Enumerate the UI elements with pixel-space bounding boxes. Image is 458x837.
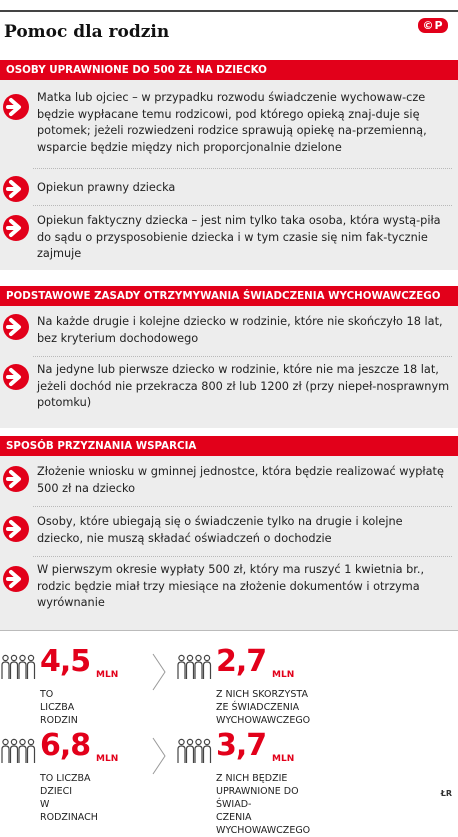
stat-value: 6,8 — [40, 728, 91, 763]
stat-value: 3,7 — [216, 728, 267, 763]
section-heading-method: SPOSÓB PRZYZNANIA WSPARCIA — [0, 436, 458, 456]
arrow-right-icon — [3, 566, 29, 592]
arrow-right-icon — [3, 516, 29, 542]
stat-value: 2,7 — [216, 644, 267, 679]
stat-caption: Z NICH SKORZYSTA ZE ŚWIADCZENIA WYCHOWAWCZEGO — [216, 689, 311, 726]
stat-caption: Z NICH BĘDZIE UPRAWNIONE DO ŚWIAD- CZENIA WYCHOWAWCZEGO — [216, 773, 311, 836]
divider — [33, 556, 452, 557]
divider — [33, 205, 452, 206]
list-item-text: Opiekun prawny dziecka — [37, 181, 176, 194]
stat-caption: TO LICZBA RODZIN — [40, 689, 78, 726]
page-title: Pomoc dla rodzin — [4, 22, 170, 42]
stats-divider — [0, 630, 458, 631]
stat-unit: MLN — [96, 754, 119, 764]
people-icon — [178, 738, 212, 764]
stat-unit: MLN — [96, 670, 119, 680]
stat-unit: MLN — [272, 670, 295, 680]
arrow-right-icon — [3, 215, 29, 241]
section-heading-eligible: OSOBY UPRAWNIONE DO 500 ZŁ NA DZIECKO — [0, 60, 458, 80]
list-item-text: Osoby, które ubiegają się o świadczenie tylko na drugie i kolejne dziecko, nie muszą składać oświadczeń o dochodzie — [37, 515, 403, 545]
arrow-right-icon — [3, 176, 29, 202]
publisher-logo: ©P — [418, 18, 448, 33]
section-heading-rules: PODSTAWOWE ZASADY OTRZYMYWANIA ŚWIADCZENIA WYCHOWAWCZEGO — [0, 286, 458, 306]
author-credit: ŁR — [440, 789, 452, 798]
stat-caption: TO LICZBA DZIECI W RODZINACH — [40, 773, 98, 823]
top-rule — [0, 10, 458, 12]
list-item-text: Matka lub ojciec – w przypadku rozwodu świadczenie wychowaw-cze będzie wypłacane temu rodzicowi, pod którego opieką znaj-duje się potomek; jeżeli rozwiedzeni rodzice sprawują opiekę na-przemienną, wsparcie będzie między nich proporcjonalnie dzielone — [37, 91, 427, 154]
chevron-right-icon — [150, 736, 168, 776]
stat-unit: MLN — [272, 754, 295, 764]
list-item-text: Na jedyne lub pierwsze dziecko w rodzinie, które nie ma jeszcze 18 lat, jeżeli dochód nie przekracza 800 zł lub 1200 zł (przy niepeł-nosprawnym potomku) — [37, 363, 450, 409]
divider — [33, 506, 452, 507]
section-method — [0, 456, 458, 630]
arrow-right-icon — [3, 314, 29, 340]
section-rules — [0, 306, 458, 428]
list-item-text: Na każde drugie i kolejne dziecko w rodzinie, które nie skończyło 18 lat, bez kryterium dochodowego — [37, 315, 443, 345]
people-icon — [178, 654, 212, 680]
list-item-text: Złożenie wniosku w gminnej jednostce, która będzie realizować wypłatę 500 zł na dziecko — [37, 465, 444, 495]
people-icon — [2, 738, 36, 764]
section-eligible — [0, 80, 458, 270]
people-icon — [2, 654, 36, 680]
chevron-right-icon — [150, 652, 168, 692]
divider — [33, 168, 452, 169]
divider — [33, 356, 452, 357]
list-item-text: W pierwszym okresie wypłaty 500 zł, który ma ruszyć 1 kwietnia br., rodzic będzie miał trzy miesiące na złożenie dokumentów i otrzyma wyrównanie — [37, 563, 425, 609]
arrow-right-icon — [3, 466, 29, 492]
list-item-text: Opiekun faktyczny dziecka – jest nim tylko taka osoba, która wystą-piła do sądu o przysposobienie dziecka i w tym czasie się nim fak-tycznie zajmuje — [37, 214, 441, 260]
arrow-right-icon — [3, 94, 29, 120]
arrow-right-icon — [3, 364, 29, 390]
stat-value: 4,5 — [40, 644, 91, 679]
